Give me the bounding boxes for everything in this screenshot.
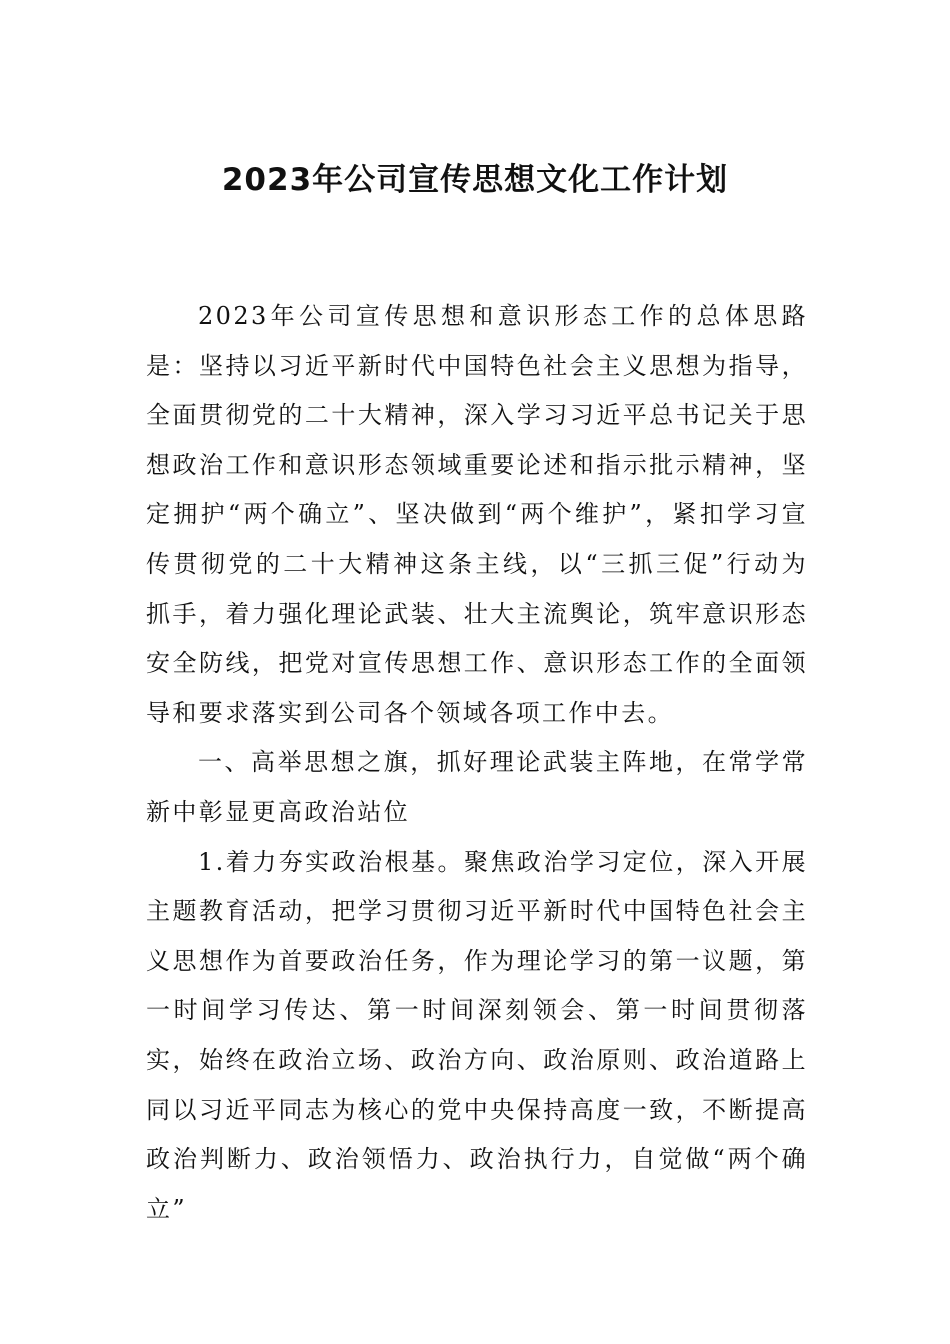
section-heading-1: 一、高举思想之旗，抓好理论武装主阵地，在常学常新中彰显更高政治站位	[146, 748, 808, 826]
document-title: 2023年公司宣传思想文化工作计划	[221, 162, 729, 198]
item-1-paragraph: 1.着力夯实政治根基。聚焦政治学习定位，深入开展主题教育活动，把学习贯彻习近平新时代中国特色社会主义思想作为首要政治任务，作为理论学习的第一议题，第一时间学习传达、第一时间深刻领会、第一时间贯彻落实，始终在政治立场、政治方向、政治原则、政治道路上同以习近平同志为核心的党中央保持高度一致，不断提高政治判断力、政治领悟力、政治执行力，自觉做“两个确立”	[146, 847, 808, 1223]
document-body	[146, 292, 808, 1234]
intro-paragraph: 2023年公司宣传思想和意识形态工作的总体思路是：坚持以习近平新时代中国特色社会主义思想为指导，全面贯彻党的二十大精神，深入学习习近平总书记关于思想政治工作和意识形态领域重要论述和指示批示精神，坚定拥护“两个确立”、坚决做到“两个维护”，紧扣学习宣传贯彻党的二十大精神这条主线，以“三抓三促”行动为抓手，着力强化理论武装、壮大主流舆论，筑牢意识形态安全防线，把党对宣传思想工作、意识形态工作的全面领导和要求落实到公司各个领域各项工作中去。	[146, 302, 808, 727]
